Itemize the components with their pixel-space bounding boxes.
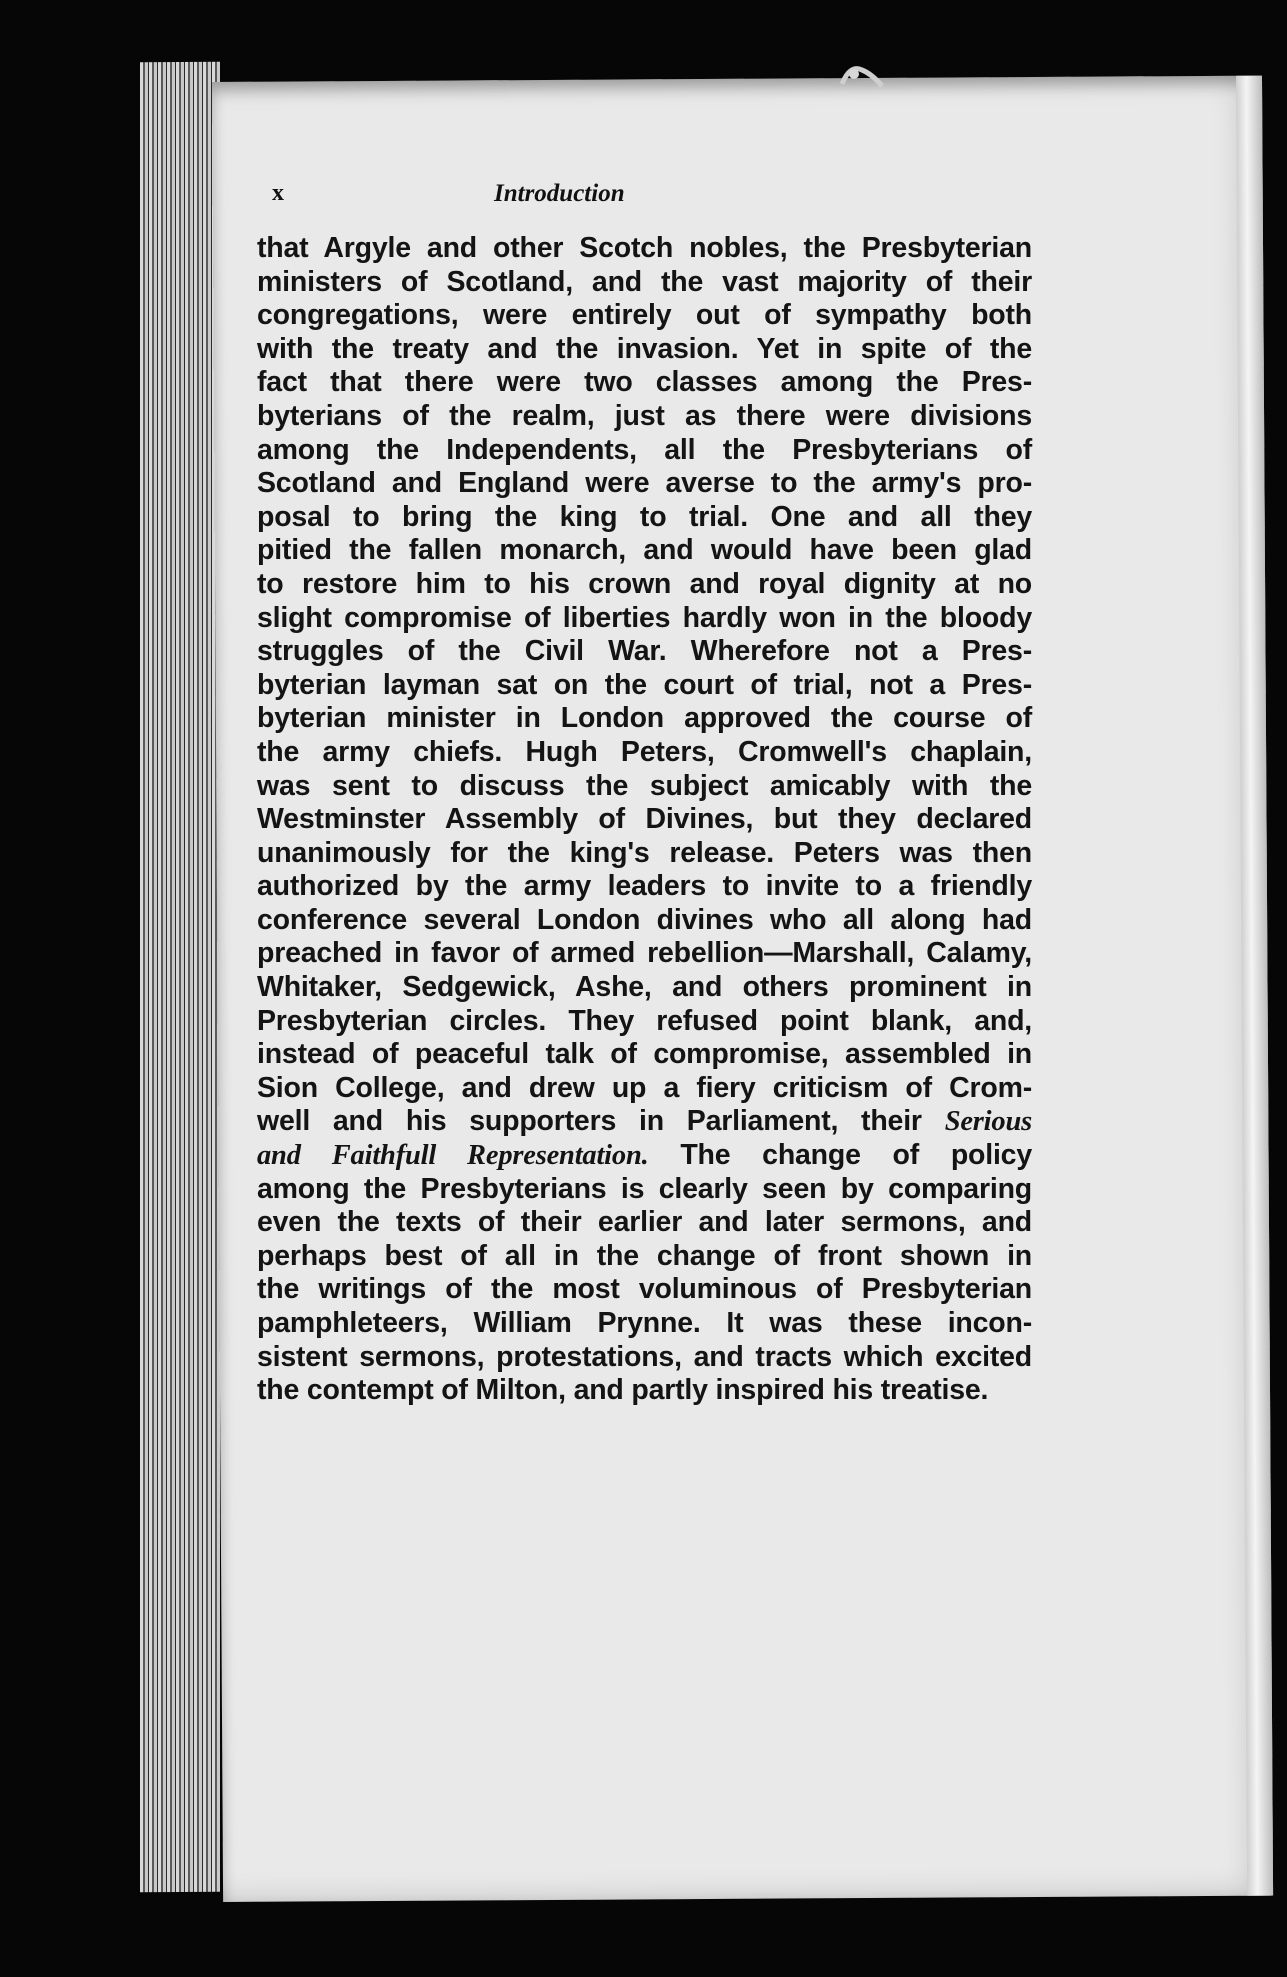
text-line [257,1105,1032,1139]
text-line: Presbyterian circles. They refused point blank, and, [257,1004,1032,1037]
text-line: was sent to discuss the subject amicably with the [257,769,1032,802]
text-line: among the Independents, all the Presbyterians of [257,433,1032,466]
body-text [257,232,1032,1408]
text-line: unanimously for the king's release. Peters was then [257,836,1032,869]
text-line: slight compromise of liberties hardly won in the bloody [257,601,1032,634]
text-line: Sion College, and drew up a fiery criticism of Crom- [257,1071,1032,1104]
text-line: ministers of Scotland, and the vast majority of their [257,265,1032,298]
text-line: posal to bring the king to trial. One and all they [257,500,1032,533]
text-line: even the texts of their earlier and later sermons, and [257,1206,1032,1239]
text-line: among the Presbyterians is clearly seen by comparing [257,1172,1032,1205]
text-line: byterian minister in London approved the course of [257,702,1032,735]
text-line: that Argyle and other Scotch nobles, the Presbyterian [257,232,1032,264]
text-line: Whitaker, Sedgewick, Ashe, and others prominent in [257,971,1032,1004]
text-line: conference several London divines who all along had [257,903,1032,936]
text-segment: The change of policy [648,1139,1032,1172]
italic-title-segment: Serious [944,1106,1032,1138]
running-title: Introduction [494,180,625,207]
page-right-edge [1236,76,1273,1896]
page-edges [140,62,220,1893]
text-segment: well and his supporters in Parliament, their [257,1105,945,1138]
text-line: with the treaty and the invasion. Yet in spite of the [257,332,1032,365]
page-tab-mark [838,60,886,88]
text-line: fact that there were two classes among the Pres- [257,366,1032,399]
text-line: instead of peaceful talk of compromise, assembled in [257,1038,1032,1071]
text-line: perhaps best of all in the change of front shown in [257,1239,1032,1272]
text-line: struggles of the Civil War. Wherefore not a Pres- [257,635,1032,668]
text-line: congregations, were entirely out of sympathy both [257,299,1032,332]
text-line: byterian layman sat on the court of trial, not a Pres- [257,668,1032,701]
text-line: authorized by the army leaders to invite to a friendly [257,870,1032,903]
page-header [272,180,972,220]
text-line: byterians of the realm, just as there were divisions [257,399,1032,432]
text-line: Westminster Assembly of Divines, but they declared [257,803,1032,836]
text-line [257,1139,1032,1173]
text-line: pamphleteers, William Prynne. It was these incon- [257,1307,1032,1339]
text-line: the contempt of Milton, and partly inspired his treatise. [257,1374,989,1407]
text-line: the army chiefs. Hugh Peters, Cromwell's chaplain, [257,735,1032,768]
text-line: preached in favor of armed rebellion—Marshall, Calamy, [257,937,1032,970]
text-line: Scotland and England were averse to the army's pro- [257,467,1032,500]
italic-title-segment: and Faithfull Representation. [257,1140,649,1172]
text-line: sistent sermons, protestations, and tracts which excited [257,1340,1032,1373]
text-line: to restore him to his crown and royal dignity at no [257,567,1032,600]
text-line: pitied the fallen monarch, and would have been glad [257,534,1032,567]
page-number: x [272,180,284,206]
text-line: the writings of the most voluminous of Presbyterian [257,1273,1032,1306]
